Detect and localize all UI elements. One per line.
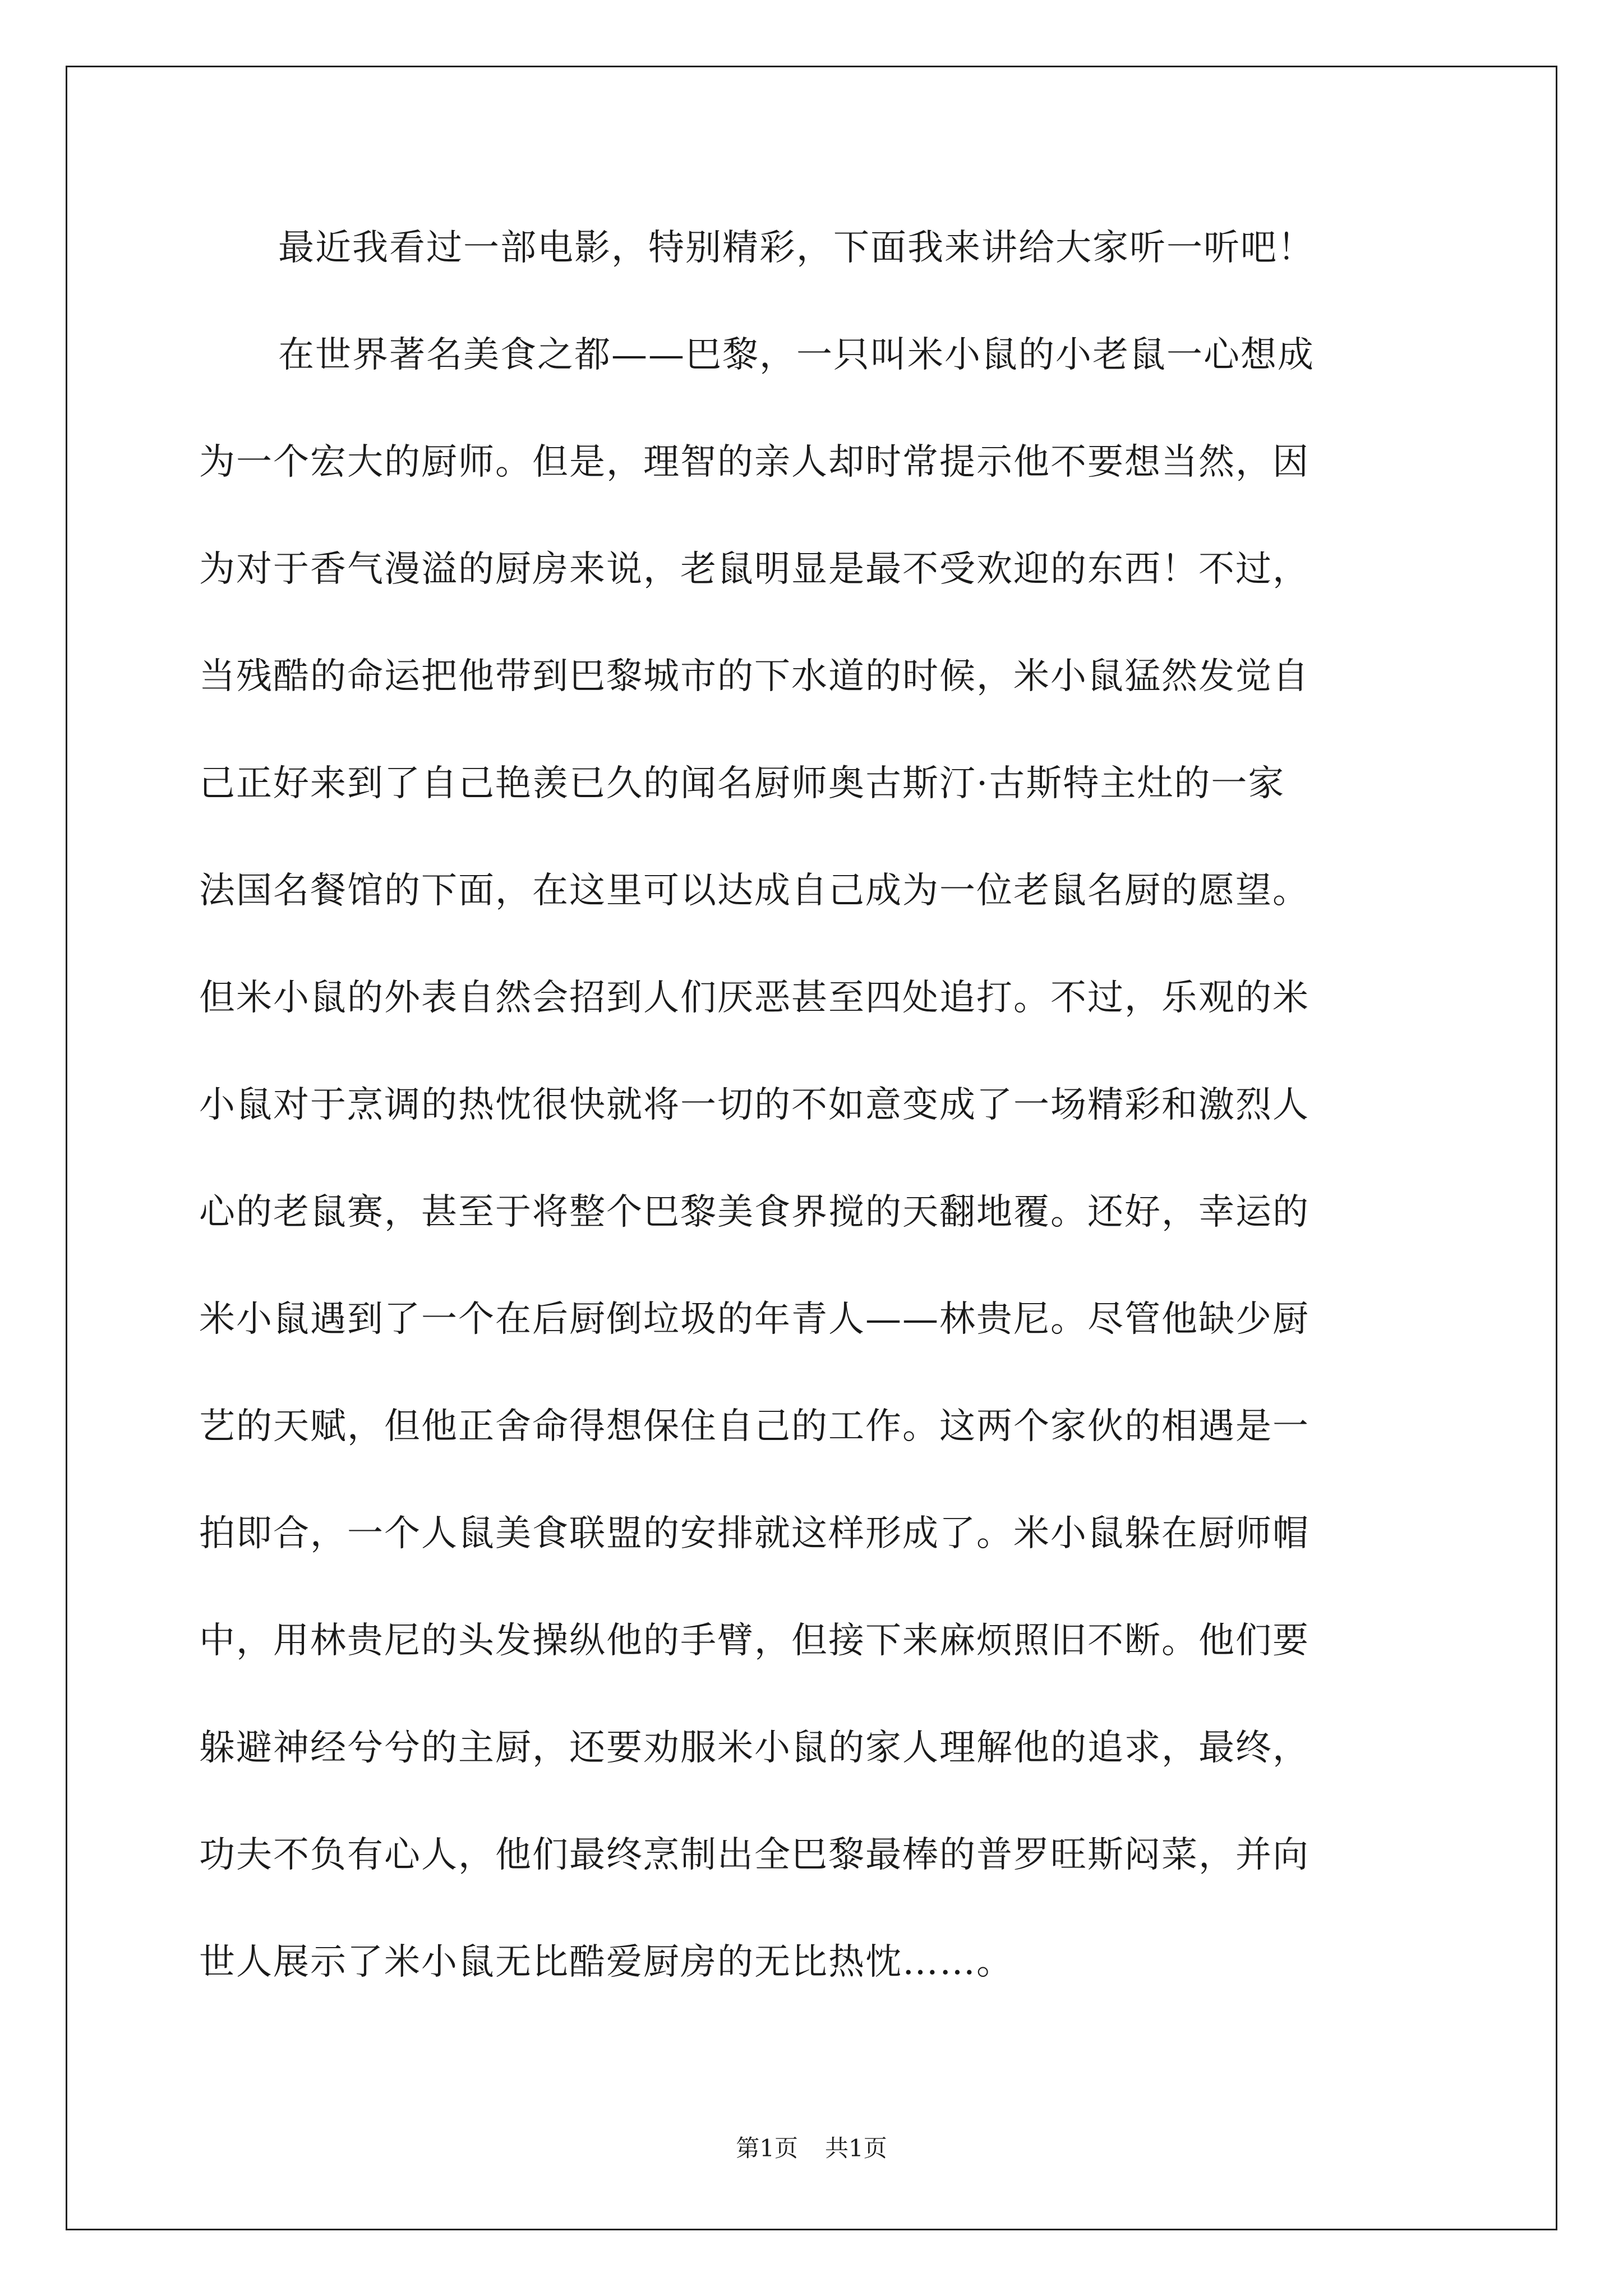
paragraph-2-line: 功夫不负有心人，他们最终烹制出全巴黎最棒的普罗旺斯闷菜，并向 [199,1834,1310,1876]
paragraph-2-line: 法国名餐馆的下面，在这里可以达成自己成为一位老鼠名厨的愿望。 [199,870,1310,912]
paragraph-2-line: 为对于香气漫溢的厨房来说，老鼠明显是最不受欢迎的东西！不过， [199,549,1310,590]
paragraph-2-line: 拍即合，一个人鼠美食联盟的安排就这样形成了。米小鼠躲在厨师帽 [199,1513,1310,1554]
paragraph-2-line: 但米小鼠的外表自然会招到人们厌恶甚至四处追打。不过，乐观的米 [199,977,1310,1019]
page-number-total: 共1页 [825,2134,887,2162]
document-body [199,209,1427,2030]
paragraph-2-line: 世人展示了米小鼠无比酷爱厨房的无比热忱……。 [199,1941,1013,1983]
page-number-current: 第1页 [736,2134,798,2162]
paragraph-2-line: 己正好来到了自己艳羡已久的闻名厨师奥古斯汀·古斯特主灶的一家 [199,763,1285,804]
page-footer [0,2132,1623,2165]
paragraph-2-line: 在世界著名美食之都——巴黎，一只叫米小鼠的小老鼠一心想成 [278,334,1315,376]
paragraph-2-line: 中，用林贵尼的头发操纵他的手臂，但接下来麻烦照旧不断。他们要 [199,1620,1310,1662]
paragraph-2-line: 艺的天赋，但他正舍命得想保住自己的工作。这两个家伙的相遇是一 [199,1406,1310,1447]
paragraph-2-line: 当残酷的命运把他带到巴黎城市的下水道的时候，米小鼠猛然发觉自 [199,656,1310,697]
paragraph-2-line: 米小鼠遇到了一个在后厨倒垃圾的年青人——林贵尼。尽管他缺少厨 [199,1299,1310,1340]
paragraph-2-line: 为一个宏大的厨师。但是，理智的亲人却时常提示他不要想当然，因 [199,441,1310,483]
paragraph-1-line: 最近我看过一部电影，特别精彩，下面我来讲给大家听一听吧！ [278,227,1315,269]
paragraph-2-line: 心的老鼠赛，甚至于将整个巴黎美食界搅的天翻地覆。还好，幸运的 [199,1191,1310,1233]
paragraph-2-line: 躲避神经兮兮的主厨，还要劝服米小鼠的家人理解他的追求，最终， [199,1727,1310,1769]
paragraph-2-line: 小鼠对于烹调的热忱很快就将一切的不如意变成了一场精彩和激烈人 [199,1084,1310,1126]
